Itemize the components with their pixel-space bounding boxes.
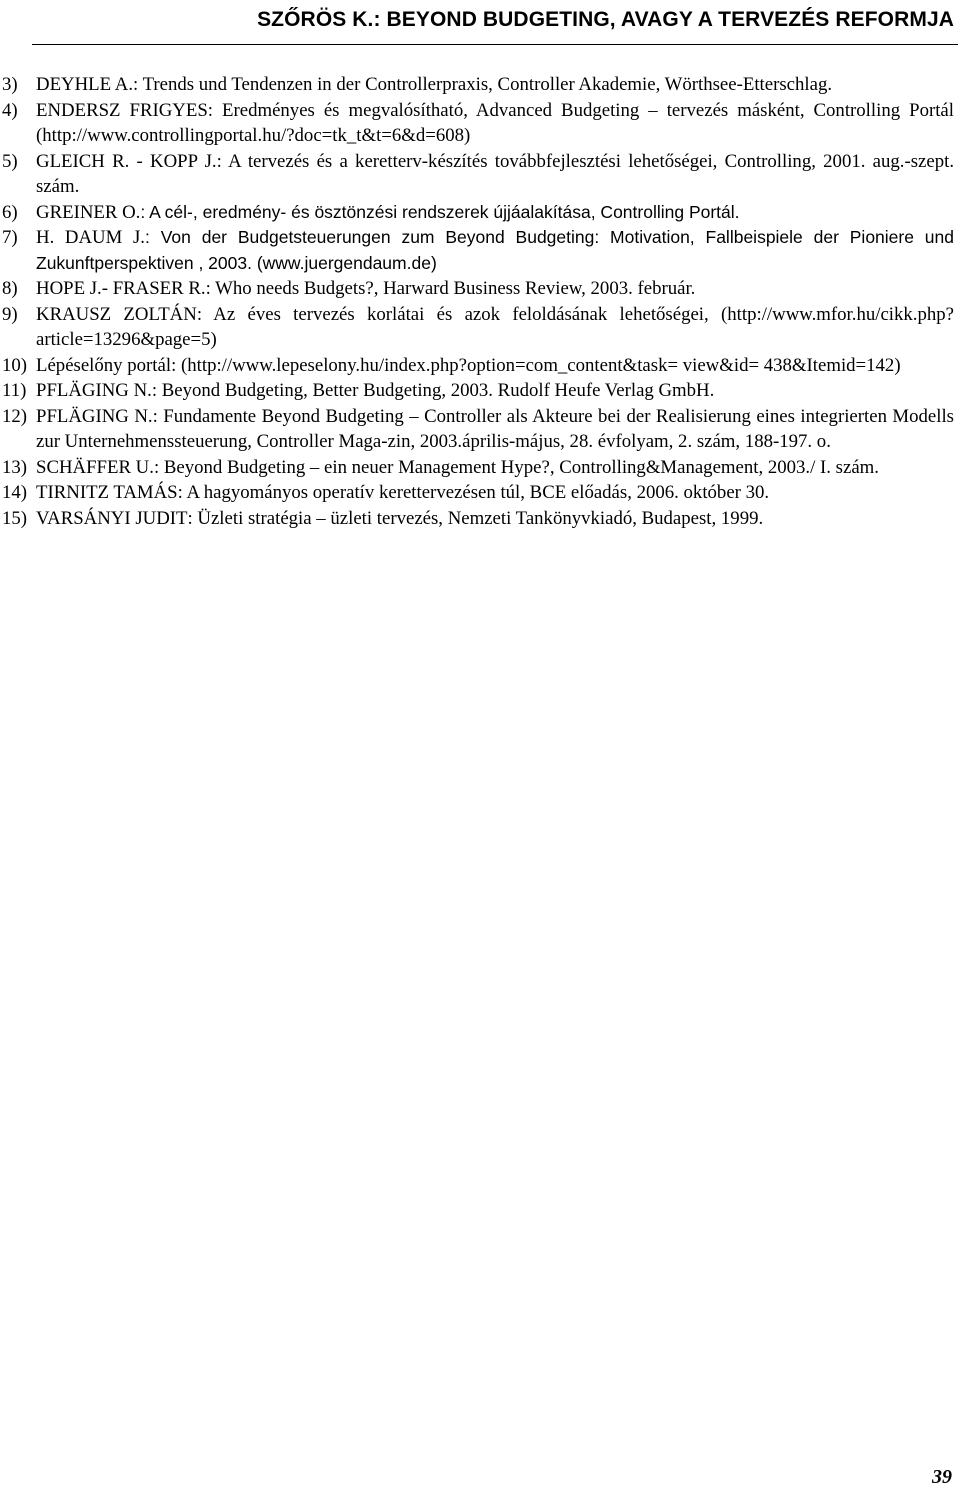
reference-author: GREINER O.: [36, 201, 141, 223]
reference-author: PFLÄGING N.: [36, 380, 152, 401]
reference-number: 14): [2, 482, 28, 503]
reference-text: : Üzleti stratégia – üzleti tervezés, Nemzeti Tankönyvkiadó, Budapest, 1999.: [187, 507, 764, 529]
reference-item: [0, 480, 954, 506]
reference-text: : A cél-, eredmény- és ösztönzési rendszerek újjáalakítása, Controlling Portál.: [140, 201, 740, 222]
reference-item: [0, 302, 954, 353]
reference-number: 5): [2, 150, 18, 172]
reference-item: [0, 353, 954, 379]
header-title: SZŐRÖS K.: BEYOND BUDGETING, AVAGY A TERVEZÉS REFORMJA: [257, 8, 954, 31]
reference-number: 6): [2, 201, 18, 223]
reference-text: Lépéselőny portál: (http://www.lepeselony.hu/index.php?option=com_content&task= view&id= 438&Itemid=142): [36, 354, 901, 376]
reference-author: GLEICH R. - KOPP J.: [36, 150, 217, 172]
reference-text: : A tervezés és a keretterv-készítés továbbfejlesztési lehetőségei, Controlling, 2001. aug.-szept. szám.: [36, 150, 955, 197]
reference-author: PFLÄGING N.: [36, 405, 153, 427]
reference-number: 10): [2, 354, 28, 376]
reference-item: [0, 455, 954, 481]
reference-text: : Trends und Tendenzen in der Controllerpraxis, Controller Akademie, Wörthsee-Etterschlag.: [133, 74, 833, 95]
reference-number: 11): [2, 380, 27, 401]
reference-number: 9): [2, 303, 18, 325]
reference-number: 3): [2, 74, 18, 95]
reference-text: : Beyond Budgeting, Better Budgeting, 2003. Rudolf Heufe Verlag GmbH.: [151, 380, 715, 401]
reference-author: SCHÄFFER U.: [36, 456, 154, 478]
reference-text: : Az éves tervezés korlátai és azok feloldásának lehetőségei, (http://www.mfor.hu/cikk.php?article=13296&page=5): [36, 303, 955, 350]
reference-author: HOPE J.- FRASER R.: [36, 278, 206, 299]
reference-item: [0, 378, 954, 404]
reference-text: : Beyond Budgeting – ein neuer Management Hype?, Controlling&Management, 2003./ I. szám.: [153, 456, 879, 478]
reference-text: : Von der Budgetsteuerungen zum Beyond Budgeting: Motivation, Fallbeispiele der Pioniere und Zukunftperspektiven , 2003. (www.juergendaum.de): [36, 227, 954, 273]
reference-item: [0, 276, 954, 302]
reference-item: [0, 225, 954, 276]
reference-text: : Who needs Budgets?, Harward Business Review, 2003. február.: [205, 278, 696, 299]
reference-author: VARSÁNYI JUDIT: [36, 507, 188, 529]
reference-number: 7): [2, 227, 18, 248]
reference-author: DEYHLE A.: [36, 74, 134, 95]
reference-item: [0, 506, 954, 532]
reference-number: 8): [2, 278, 18, 299]
reference-author: ENDERSZ FRIGYES: [36, 99, 208, 121]
reference-number: 12): [2, 405, 28, 427]
reference-text: : A hagyományos operatív kerettervezésen túl, BCE előadás, 2006. október 30.: [177, 482, 770, 503]
reference-item: [0, 98, 954, 149]
reference-number: 13): [2, 456, 28, 478]
reference-item: [0, 200, 954, 226]
reference-text: : Eredményes és megvalósítható, Advanced Budgeting – tervezés másként, Controlling Portál (http://www.controllingportal.hu/?doc=tk_t&t=6&d=608): [36, 99, 954, 146]
reference-number: 4): [2, 99, 18, 121]
reference-number: 15): [2, 507, 28, 529]
reference-text: : Fundamente Beyond Budgeting – Controller als Akteure bei der Realisierung eines integrierten Modells zur Unternehmenssteuerung, Controller Maga-zin, 2003.április-május, 28. évfolyam, 2. szám, 188-197. o.: [36, 405, 954, 452]
reference-item: [0, 149, 954, 200]
reference-author: KRAUSZ ZOLTÁN: [36, 303, 197, 325]
running-header: [32, 2, 958, 45]
reference-item: [0, 404, 954, 455]
reference-item: [0, 72, 954, 98]
reference-author: H. DAUM J.: [36, 227, 145, 248]
reference-author: TIRNITZ TAMÁS: [36, 482, 178, 503]
page-number: 39: [932, 1466, 952, 1488]
reference-list: [0, 72, 960, 531]
